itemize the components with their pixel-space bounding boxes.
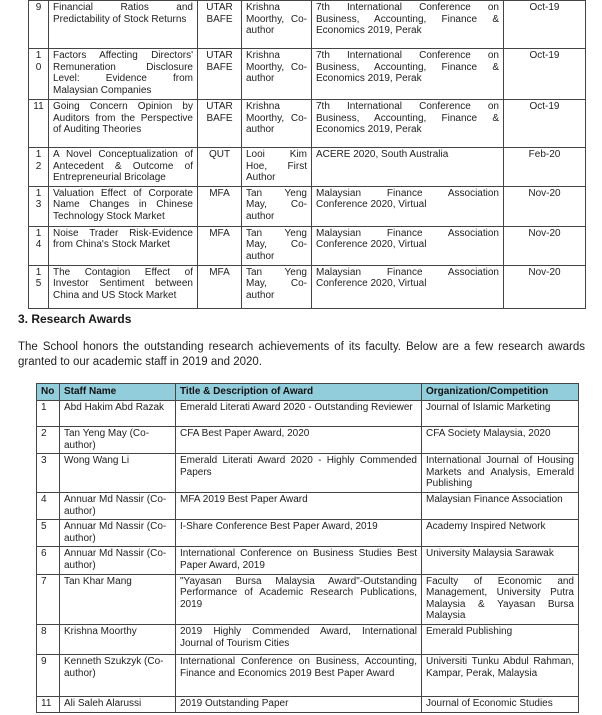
publication-date: Oct-19 — [504, 1, 586, 49]
award-staff: Abd Hakim Abd Razak — [60, 401, 176, 427]
publication-author: Krishna Moorthy, Co-author — [242, 1, 312, 49]
awards-header-staff: Staff Name — [60, 384, 176, 401]
publication-affiliation: QUT — [198, 148, 242, 187]
awards-header-organization: Organization/Competition — [422, 384, 579, 401]
award-organization: University Malaysia Sarawak — [422, 547, 579, 574]
publication-row — [29, 265, 586, 308]
awards-header-award: Title & Description of Award — [176, 384, 422, 401]
award-row — [37, 401, 579, 427]
award-row — [37, 696, 579, 712]
publication-affiliation: MFA — [198, 265, 242, 308]
awards-header-row — [37, 384, 579, 401]
publication-affiliation: MFA — [198, 226, 242, 265]
publication-date: Nov-20 — [504, 186, 586, 226]
award-row — [37, 654, 579, 696]
publication-row — [29, 148, 586, 187]
award-title: I-Share Conference Best Paper Award, 2019 — [176, 520, 422, 547]
award-no: 2 — [37, 427, 60, 454]
publication-no: 13 — [29, 186, 49, 226]
award-organization: Malaysian Finance Association — [422, 492, 579, 519]
award-row — [37, 574, 579, 624]
award-staff: Tan Khar Mang — [60, 574, 176, 624]
publication-affiliation: UTAR BAFE — [198, 49, 242, 100]
award-organization: Journal of Islamic Marketing — [422, 401, 579, 427]
award-staff: Tan Yeng May (Co-author) — [60, 427, 176, 454]
publication-date: Nov-20 — [504, 265, 586, 308]
award-staff: Wong Wang Li — [60, 454, 176, 493]
award-row — [37, 427, 579, 454]
award-title: Emerald Literati Award 2020 - Outstanding Reviewer — [176, 401, 422, 427]
publication-title: A Novel Conceptualization of Antecedent & Outcome of Entrepreneurial Bricolage — [49, 148, 198, 187]
publication-affiliation: UTAR BAFE — [198, 100, 242, 148]
publication-title: Valuation Effect of Corporate Name Changes in Chinese Technology Stock Market — [49, 186, 198, 226]
publication-no: 11 — [29, 100, 49, 148]
publication-date: Oct-19 — [504, 100, 586, 148]
award-no: 4 — [37, 492, 60, 519]
award-no: 7 — [37, 574, 60, 624]
award-row — [37, 492, 579, 519]
award-no: 5 — [37, 520, 60, 547]
award-staff: Annuar Md Nassir (Co-author) — [60, 547, 176, 574]
award-organization: Universiti Tunku Abdul Rahman, Kampar, Perak, Malaysia — [422, 654, 579, 696]
publication-event: 7th International Conference on Business, Accounting, Finance & Economics 2019, Perak — [312, 100, 504, 148]
publication-title: Noise Trader Risk-Evidence from China's Stock Market — [49, 226, 198, 265]
award-no: 6 — [37, 547, 60, 574]
publication-event: ACERE 2020, South Australia — [312, 148, 504, 187]
award-row — [37, 454, 579, 493]
publication-author: Tan Yeng May, Co-author — [242, 265, 312, 308]
publication-no: 15 — [29, 265, 49, 308]
publication-row — [29, 100, 586, 148]
publication-row — [29, 226, 586, 265]
publication-title: The Contagion Effect of Investor Sentiment between China and US Stock Market — [49, 265, 198, 308]
award-title: MFA 2019 Best Paper Award — [176, 492, 422, 519]
publication-event: Malaysian Finance Association Conference 2020, Virtual — [312, 226, 504, 265]
award-organization: International Journal of Housing Markets and Analysis, Emerald Publishing — [422, 454, 579, 493]
award-no: 9 — [37, 654, 60, 696]
awards-table — [36, 383, 579, 713]
publication-date: Nov-20 — [504, 226, 586, 265]
publication-row — [29, 1, 586, 49]
publication-title: Factors Affecting Directors' Remuneration Disclosure Level: Evidence from Malaysian Companies — [49, 49, 198, 100]
publication-author: Tan Yeng May, Co-author — [242, 186, 312, 226]
publication-affiliation: MFA — [198, 186, 242, 226]
award-title: International Conference on Business Studies Best Paper Award, 2019 — [176, 547, 422, 574]
award-no: 11 — [37, 696, 60, 712]
publication-title: Going Concern Opinion by Auditors from the Perspective of Auditing Theories — [49, 100, 198, 148]
intro-paragraph: The School honors the outstanding research achievements of its faculty. Below are a few research awards granted to our academic staff in 2019 and 2020. — [18, 341, 585, 368]
award-title: CFA Best Paper Award, 2020 — [176, 427, 422, 454]
award-row — [37, 520, 579, 547]
publication-date: Feb-20 — [504, 148, 586, 187]
award-title: Emerald Literati Award 2020 - Highly Commended Papers — [176, 454, 422, 493]
publication-no: 10 — [29, 49, 49, 100]
award-organization: Academy Inspired Network — [422, 520, 579, 547]
publication-no: 9 — [29, 1, 49, 49]
award-staff: Kenneth Szukzyk (Co-author) — [60, 654, 176, 696]
award-organization: Emerald Publishing — [422, 624, 579, 654]
section-heading: 3. Research Awards — [18, 312, 132, 326]
publication-event: Malaysian Finance Association Conference 2020, Virtual — [312, 186, 504, 226]
award-staff: Annuar Md Nassir (Co-author) — [60, 492, 176, 519]
publication-event: 7th International Conference on Business, Accounting, Finance & Economics 2019, Perak — [312, 1, 504, 49]
award-organization: CFA Society Malaysia, 2020 — [422, 427, 579, 454]
award-row — [37, 624, 579, 654]
publication-affiliation: UTAR BAFE — [198, 1, 242, 49]
award-title: "Yayasan Bursa Malaysia Award"-Outstanding Performance of Academic Research Publications, 2019 — [176, 574, 422, 624]
award-staff: Krishna Moorthy — [60, 624, 176, 654]
publication-row — [29, 186, 586, 226]
publication-no: 14 — [29, 226, 49, 265]
award-title: International Conference on Business, Accounting, Finance and Economics 2019 Best Paper Award — [176, 654, 422, 696]
publications-table — [28, 0, 586, 309]
awards-header-no: No — [37, 384, 60, 401]
award-staff: Annuar Md Nassir (Co-author) — [60, 520, 176, 547]
award-no: 8 — [37, 624, 60, 654]
publication-author: Krishna Moorthy, Co-author — [242, 100, 312, 148]
publication-row — [29, 49, 586, 100]
award-row — [37, 547, 579, 574]
award-title: 2019 Highly Commended Award, International Journal of Tourism Cities — [176, 624, 422, 654]
award-no: 3 — [37, 454, 60, 493]
publication-event: Malaysian Finance Association Conference 2020, Virtual — [312, 265, 504, 308]
publication-author: Tan Yeng May, Co-author — [242, 226, 312, 265]
publication-event: 7th International Conference on Business, Accounting, Finance & Economics 2019, Perak — [312, 49, 504, 100]
publication-title: Financial Ratios and Predictability of Stock Returns — [49, 1, 198, 49]
publication-author: Looi Kim Hoe, First Author — [242, 148, 312, 187]
award-no: 1 — [37, 401, 60, 427]
publication-no: 12 — [29, 148, 49, 187]
award-organization: Faculty of Economic and Management, University Putra Malaysia & Yayasan Bursa Malaysia — [422, 574, 579, 624]
award-organization: Journal of Economic Studies — [422, 696, 579, 712]
award-title: 2019 Outstanding Paper — [176, 696, 422, 712]
publication-author: Krishna Moorthy, Co-author — [242, 49, 312, 100]
publication-date: Oct-19 — [504, 49, 586, 100]
award-staff: Ali Saleh Alarussi — [60, 696, 176, 712]
